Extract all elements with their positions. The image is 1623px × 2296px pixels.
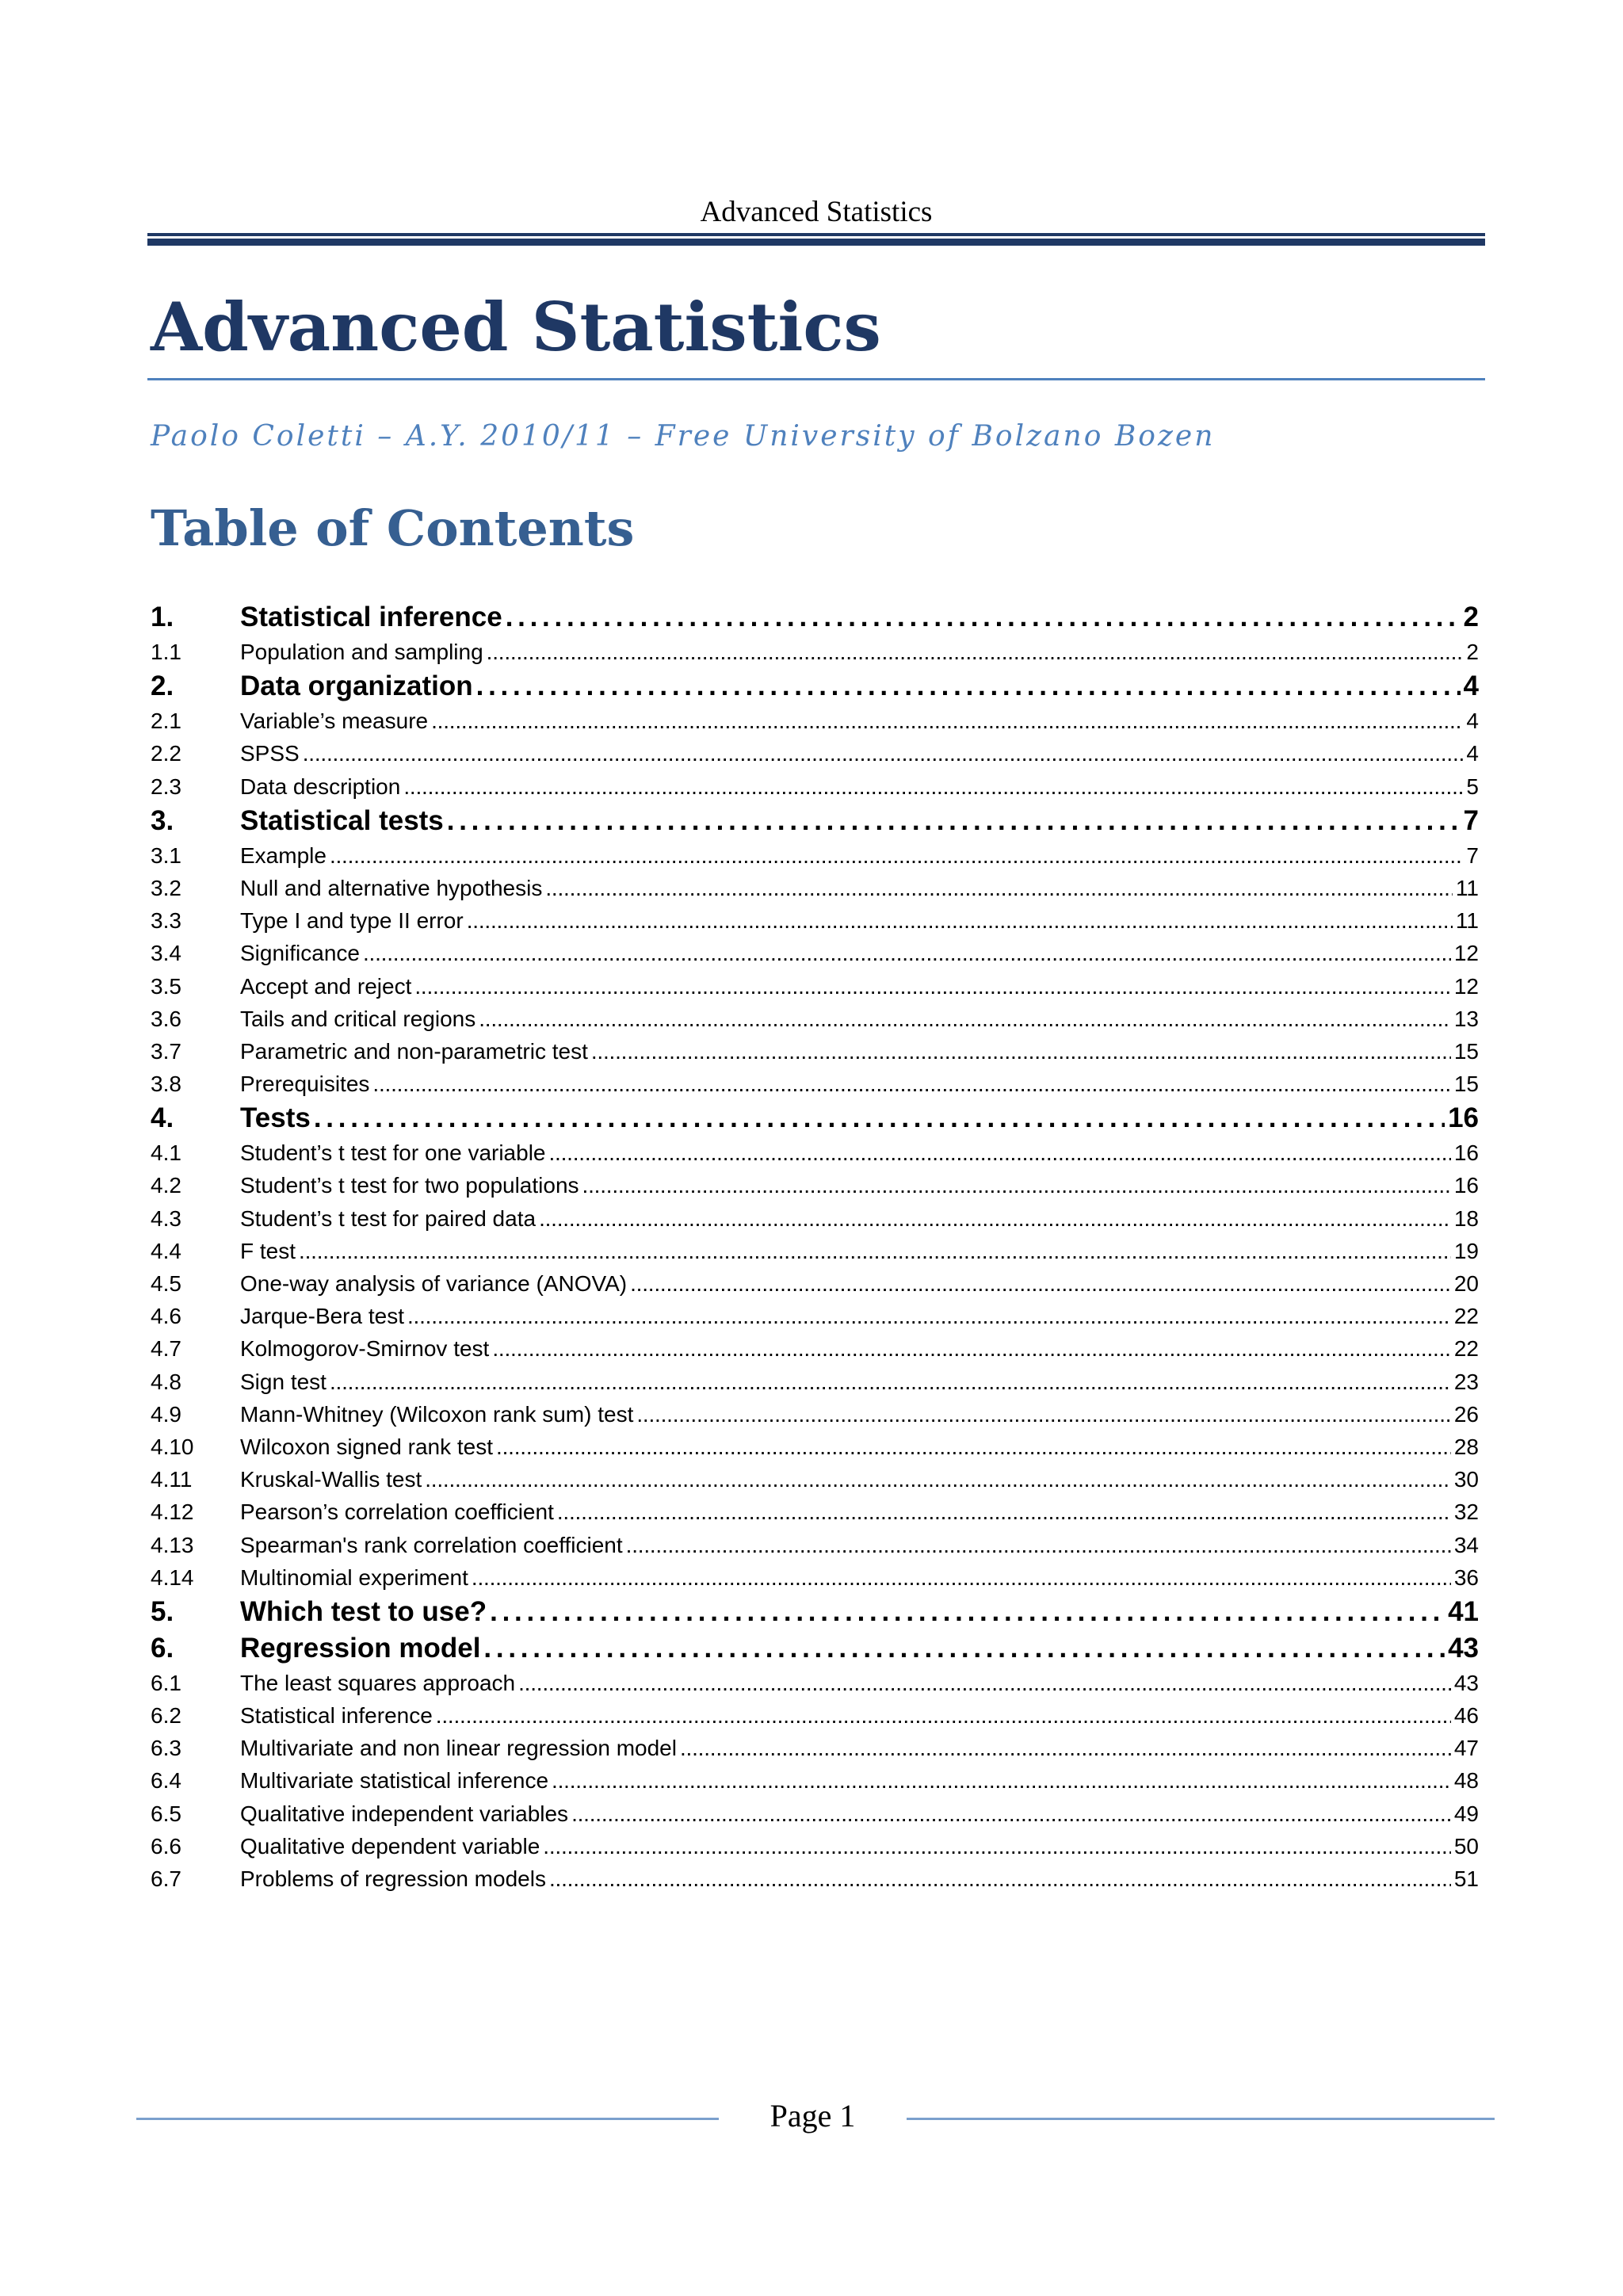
toc-entry-title: Accept and reject bbox=[240, 973, 412, 999]
toc-dot-leader bbox=[472, 1561, 1451, 1594]
toc-dot-leader bbox=[626, 1529, 1451, 1561]
toc-entry-title: Statistical inference bbox=[240, 1703, 433, 1729]
toc-entry-title: Statistical tests bbox=[240, 804, 444, 836]
toc-dot-leader bbox=[506, 599, 1461, 636]
toc-entry-number: 4.1 bbox=[151, 1140, 181, 1166]
toc-entry-title: Type I and type II error bbox=[240, 908, 464, 934]
toc-entry-number: 3.6 bbox=[151, 1006, 181, 1031]
toc-entry-title: One-way analysis of variance (ANOVA) bbox=[240, 1271, 628, 1296]
toc-entry-number: 3.3 bbox=[151, 908, 181, 934]
toc-section-entry[interactable] bbox=[151, 737, 1479, 770]
toc-dot-leader bbox=[518, 1667, 1451, 1699]
toc-entry-number: 3.7 bbox=[151, 1038, 181, 1064]
toc-entry-page: 41 bbox=[1448, 1595, 1479, 1627]
toc-entry-page: 23 bbox=[1453, 1369, 1479, 1394]
toc-entry-number: 5. bbox=[151, 1595, 174, 1627]
toc-entry-title: Population and sampling bbox=[240, 640, 483, 664]
toc-entry-number: 6. bbox=[151, 1632, 174, 1664]
toc-entry-number: 3.4 bbox=[151, 941, 181, 966]
toc-entry-page: 34 bbox=[1453, 1532, 1479, 1557]
toc-section-entry[interactable] bbox=[151, 770, 1479, 803]
toc-entry-title: Spearman's rank correlation coefficient bbox=[240, 1532, 623, 1557]
toc-section-entry[interactable] bbox=[151, 1830, 1479, 1862]
toc-section-entry[interactable] bbox=[151, 1169, 1479, 1201]
toc-dot-leader bbox=[447, 803, 1461, 839]
toc-entry-title: SPSS bbox=[240, 741, 300, 766]
toc-entry-number: 1. bbox=[151, 602, 174, 632]
toc-entry-number: 3.8 bbox=[151, 1072, 181, 1097]
toc-chapter-entry[interactable] bbox=[151, 803, 1479, 839]
toc-section-entry[interactable] bbox=[151, 1699, 1479, 1732]
toc-section-entry[interactable] bbox=[151, 1862, 1479, 1895]
toc-entry-page: 22 bbox=[1453, 1336, 1479, 1362]
toc-entry-title: Pearson’s correlation coefficient bbox=[240, 1499, 554, 1525]
toc-dot-leader bbox=[476, 668, 1461, 705]
toc-entry-title: Sign test bbox=[240, 1369, 327, 1394]
toc-entry-number: 2.3 bbox=[151, 774, 181, 799]
toc-entry-title: Multivariate and non linear regression model bbox=[240, 1736, 677, 1761]
document-title: Advanced Statistics bbox=[151, 288, 881, 366]
toc-section-entry[interactable] bbox=[151, 1561, 1479, 1594]
toc-entry-title: Example bbox=[240, 842, 327, 868]
toc-entry-number: 4.6 bbox=[151, 1304, 181, 1329]
toc-entry-number: 4.11 bbox=[151, 1467, 193, 1492]
document-subtitle: Paolo Coletti – A.Y. 2010/11 – Free University of Bolzano Bozen bbox=[151, 420, 1216, 453]
toc-entry-page: 4 bbox=[1463, 670, 1479, 702]
toc-entry-number: 6.1 bbox=[151, 1670, 181, 1695]
toc-dot-leader bbox=[636, 1398, 1450, 1431]
toc-section-entry[interactable] bbox=[151, 1496, 1479, 1528]
toc-dot-leader bbox=[407, 1300, 1451, 1332]
toc-entry-number: 2. bbox=[151, 670, 174, 702]
toc-entry-page: 4 bbox=[1466, 709, 1479, 734]
toc-entry-number: 4.5 bbox=[151, 1271, 181, 1296]
toc-entry-number: 3.1 bbox=[151, 842, 181, 868]
toc-dot-leader bbox=[496, 1431, 1451, 1463]
toc-entry-number: 3.5 bbox=[151, 973, 181, 999]
toc-entry-title: Kolmogorov-Smirnov test bbox=[240, 1336, 490, 1362]
table-of-contents bbox=[151, 599, 1479, 1895]
toc-entry-page: 32 bbox=[1453, 1499, 1479, 1525]
toc-section-entry[interactable] bbox=[151, 1732, 1479, 1764]
toc-entry-number: 6.4 bbox=[151, 1768, 181, 1794]
toc-entry-number: 6.7 bbox=[151, 1866, 181, 1891]
toc-entry-number: 4.2 bbox=[151, 1173, 181, 1198]
toc-entry-title: Mann-Whitney (Wilcoxon rank sum) test bbox=[240, 1401, 634, 1427]
toc-section-entry[interactable] bbox=[151, 1202, 1479, 1235]
footer-rule-left bbox=[136, 2118, 719, 2120]
toc-dot-leader bbox=[467, 904, 1453, 937]
toc-entry-page: 5 bbox=[1466, 774, 1479, 799]
toc-entry-page: 11 bbox=[1455, 908, 1479, 934]
header-rule bbox=[147, 233, 1485, 246]
toc-section-entry[interactable] bbox=[151, 1300, 1479, 1332]
toc-entry-title: F test bbox=[240, 1238, 296, 1263]
toc-dot-leader bbox=[314, 1100, 1445, 1137]
toc-entry-number: 2.2 bbox=[151, 741, 181, 766]
toc-entry-number: 4.8 bbox=[151, 1369, 181, 1394]
toc-section-entry[interactable] bbox=[151, 1463, 1479, 1496]
toc-dot-leader bbox=[545, 872, 1453, 904]
toc-chapter-entry[interactable] bbox=[151, 1594, 1479, 1630]
toc-section-entry[interactable] bbox=[151, 839, 1479, 872]
toc-entry-page: 16 bbox=[1453, 1173, 1479, 1198]
toc-section-entry[interactable] bbox=[151, 1529, 1479, 1561]
toc-entry-title: Jarque-Bera test bbox=[240, 1304, 404, 1329]
toc-entry-page: 43 bbox=[1448, 1632, 1479, 1664]
toc-section-entry[interactable] bbox=[151, 1332, 1479, 1365]
toc-section-entry[interactable] bbox=[151, 904, 1479, 937]
toc-entry-title: Statistical inference bbox=[240, 602, 502, 632]
toc-section-entry[interactable] bbox=[151, 1398, 1479, 1431]
toc-entry-title: Qualitative dependent variable bbox=[240, 1833, 540, 1859]
toc-entry-title: Data description bbox=[240, 774, 401, 799]
toc-chapter-entry[interactable] bbox=[151, 1630, 1479, 1667]
toc-dot-leader bbox=[492, 1332, 1451, 1365]
toc-dot-leader bbox=[549, 1862, 1451, 1895]
running-header: Advanced Statistics bbox=[700, 196, 933, 228]
toc-entry-page: 2 bbox=[1466, 640, 1479, 664]
toc-dot-leader bbox=[539, 1202, 1451, 1235]
toc-entry-page: 7 bbox=[1466, 842, 1479, 868]
toc-entry-page: 20 bbox=[1453, 1271, 1479, 1296]
toc-entry-page: 43 bbox=[1453, 1670, 1479, 1695]
toc-entry-title: Student’s t test for one variable bbox=[240, 1140, 546, 1166]
toc-dot-leader bbox=[557, 1496, 1451, 1528]
toc-entry-page: 16 bbox=[1453, 1140, 1479, 1166]
toc-dot-leader bbox=[543, 1830, 1451, 1862]
toc-entry-page: 7 bbox=[1463, 804, 1479, 836]
toc-entry-title: Wilcoxon signed rank test bbox=[240, 1434, 494, 1459]
toc-entry-title: Significance bbox=[240, 941, 360, 966]
toc-dot-leader bbox=[479, 1003, 1451, 1035]
toc-dot-leader bbox=[372, 1068, 1450, 1100]
toc-entry-number: 6.5 bbox=[151, 1801, 181, 1826]
toc-entry-number: 4.7 bbox=[151, 1336, 181, 1362]
toc-dot-leader bbox=[330, 1366, 1451, 1398]
toc-entry-number: 3. bbox=[151, 804, 174, 836]
toc-dot-leader bbox=[330, 839, 1463, 872]
toc-section-entry[interactable] bbox=[151, 1137, 1479, 1169]
toc-section-entry[interactable] bbox=[151, 1667, 1479, 1699]
toc-section-entry[interactable] bbox=[151, 1366, 1479, 1398]
toc-entry-page: 28 bbox=[1453, 1434, 1479, 1459]
toc-dot-leader bbox=[490, 1594, 1445, 1630]
toc-entry-page: 15 bbox=[1453, 1038, 1479, 1064]
toc-entry-title: Regression model bbox=[240, 1632, 481, 1664]
toc-entry-number: 4.14 bbox=[151, 1564, 194, 1590]
toc-entry-number: 1.1 bbox=[151, 640, 181, 664]
toc-dot-leader bbox=[299, 1235, 1451, 1267]
toc-dot-leader bbox=[303, 737, 1464, 770]
toc-entry-title: Student’s t test for two populations bbox=[240, 1173, 579, 1198]
toc-entry-title: Parametric and non-parametric test bbox=[240, 1038, 588, 1064]
toc-section-entry[interactable] bbox=[151, 1003, 1479, 1035]
toc-dot-leader bbox=[436, 1699, 1451, 1732]
toc-entry-number: 4.13 bbox=[151, 1532, 194, 1557]
toc-entry-page: 4 bbox=[1466, 741, 1479, 766]
toc-dot-leader bbox=[630, 1267, 1451, 1300]
toc-dot-leader bbox=[414, 970, 1451, 1003]
toc-entry-page: 16 bbox=[1448, 1102, 1479, 1134]
toc-dot-leader bbox=[680, 1732, 1451, 1764]
toc-section-entry[interactable] bbox=[151, 1797, 1479, 1830]
toc-entry-page: 26 bbox=[1453, 1401, 1479, 1427]
toc-section-entry[interactable] bbox=[151, 1068, 1479, 1100]
toc-entry-number: 2.1 bbox=[151, 709, 181, 734]
toc-entry-page: 12 bbox=[1453, 973, 1479, 999]
toc-entry-number: 3.2 bbox=[151, 875, 181, 900]
header-rule-thin bbox=[147, 233, 1485, 236]
toc-entry-page: 2 bbox=[1463, 602, 1479, 632]
toc-entry-page: 36 bbox=[1453, 1564, 1479, 1590]
toc-section-entry[interactable] bbox=[151, 705, 1479, 737]
title-rule bbox=[147, 378, 1485, 380]
toc-dot-leader bbox=[582, 1169, 1451, 1201]
toc-entry-title: Multivariate statistical inference bbox=[240, 1768, 549, 1794]
toc-entry-number: 6.6 bbox=[151, 1833, 181, 1859]
toc-dot-leader bbox=[549, 1137, 1451, 1169]
header-rule-thick bbox=[147, 239, 1485, 246]
toc-entry-title: Null and alternative hypothesis bbox=[240, 875, 543, 900]
toc-chapter-entry[interactable] bbox=[151, 599, 1479, 636]
toc-entry-page: 13 bbox=[1453, 1006, 1479, 1031]
toc-dot-leader bbox=[571, 1797, 1451, 1830]
toc-section-entry[interactable] bbox=[151, 872, 1479, 904]
toc-section-entry[interactable] bbox=[151, 1035, 1479, 1068]
toc-dot-leader bbox=[363, 937, 1451, 969]
toc-dot-leader bbox=[591, 1035, 1451, 1068]
toc-entry-page: 18 bbox=[1453, 1205, 1479, 1231]
footer-rule-right bbox=[907, 2118, 1495, 2120]
toc-entry-number: 4. bbox=[151, 1102, 174, 1134]
toc-entry-title: Student’s t test for paired data bbox=[240, 1205, 537, 1231]
toc-entry-title: Qualitative independent variables bbox=[240, 1801, 569, 1826]
toc-chapter-entry[interactable] bbox=[151, 668, 1479, 705]
page-footer bbox=[136, 2092, 1495, 2140]
toc-heading: Table of Contents bbox=[151, 499, 635, 557]
toc-entry-page: 15 bbox=[1453, 1072, 1479, 1097]
toc-entry-page: 30 bbox=[1453, 1467, 1479, 1492]
toc-entry-number: 4.12 bbox=[151, 1499, 194, 1525]
toc-entry-page: 46 bbox=[1453, 1703, 1479, 1729]
toc-entry-page: 50 bbox=[1453, 1833, 1479, 1859]
toc-section-entry[interactable] bbox=[151, 1267, 1479, 1300]
toc-entry-number: 4.9 bbox=[151, 1401, 181, 1427]
toc-dot-leader bbox=[403, 770, 1463, 803]
toc-entry-page: 51 bbox=[1453, 1866, 1479, 1891]
toc-entry-number: 4.10 bbox=[151, 1434, 194, 1459]
toc-section-entry[interactable] bbox=[151, 970, 1479, 1003]
toc-entry-page: 19 bbox=[1453, 1238, 1479, 1263]
toc-entry-page: 12 bbox=[1453, 941, 1479, 966]
toc-section-entry[interactable] bbox=[151, 937, 1479, 969]
toc-entry-page: 49 bbox=[1453, 1801, 1479, 1826]
toc-entry-number: 6.3 bbox=[151, 1736, 181, 1761]
toc-section-entry[interactable] bbox=[151, 1235, 1479, 1267]
toc-entry-title: Prerequisites bbox=[240, 1072, 370, 1097]
toc-dot-leader bbox=[483, 1630, 1445, 1667]
toc-entry-title: Tails and critical regions bbox=[240, 1006, 476, 1031]
toc-entry-number: 6.2 bbox=[151, 1703, 181, 1729]
toc-dot-leader bbox=[425, 1463, 1451, 1496]
toc-entry-title: Data organization bbox=[240, 670, 473, 702]
toc-entry-page: 48 bbox=[1453, 1768, 1479, 1794]
toc-dot-leader bbox=[431, 705, 1463, 737]
toc-entry-title: Problems of regression models bbox=[240, 1866, 546, 1891]
toc-entry-page: 22 bbox=[1453, 1304, 1479, 1329]
toc-entry-title: Tests bbox=[240, 1102, 311, 1134]
toc-section-entry[interactable] bbox=[151, 1431, 1479, 1463]
toc-dot-leader bbox=[552, 1764, 1451, 1797]
toc-entry-title: Variable’s measure bbox=[240, 709, 429, 734]
toc-entry-title: Multinomial experiment bbox=[240, 1564, 468, 1590]
toc-entry-number: 4.4 bbox=[151, 1238, 181, 1263]
page-number: Page 1 bbox=[769, 2098, 856, 2134]
toc-chapter-entry[interactable] bbox=[151, 1100, 1479, 1137]
toc-section-entry[interactable] bbox=[151, 636, 1479, 668]
toc-entry-page: 11 bbox=[1455, 875, 1479, 900]
toc-section-entry[interactable] bbox=[151, 1764, 1479, 1797]
toc-entry-page: 47 bbox=[1453, 1736, 1479, 1761]
toc-dot-leader bbox=[487, 636, 1464, 668]
toc-entry-number: 4.3 bbox=[151, 1205, 181, 1231]
toc-entry-title: Which test to use? bbox=[240, 1595, 487, 1627]
toc-entry-title: The least squares approach bbox=[240, 1670, 516, 1695]
toc-entry-title: Kruskal-Wallis test bbox=[240, 1467, 422, 1492]
